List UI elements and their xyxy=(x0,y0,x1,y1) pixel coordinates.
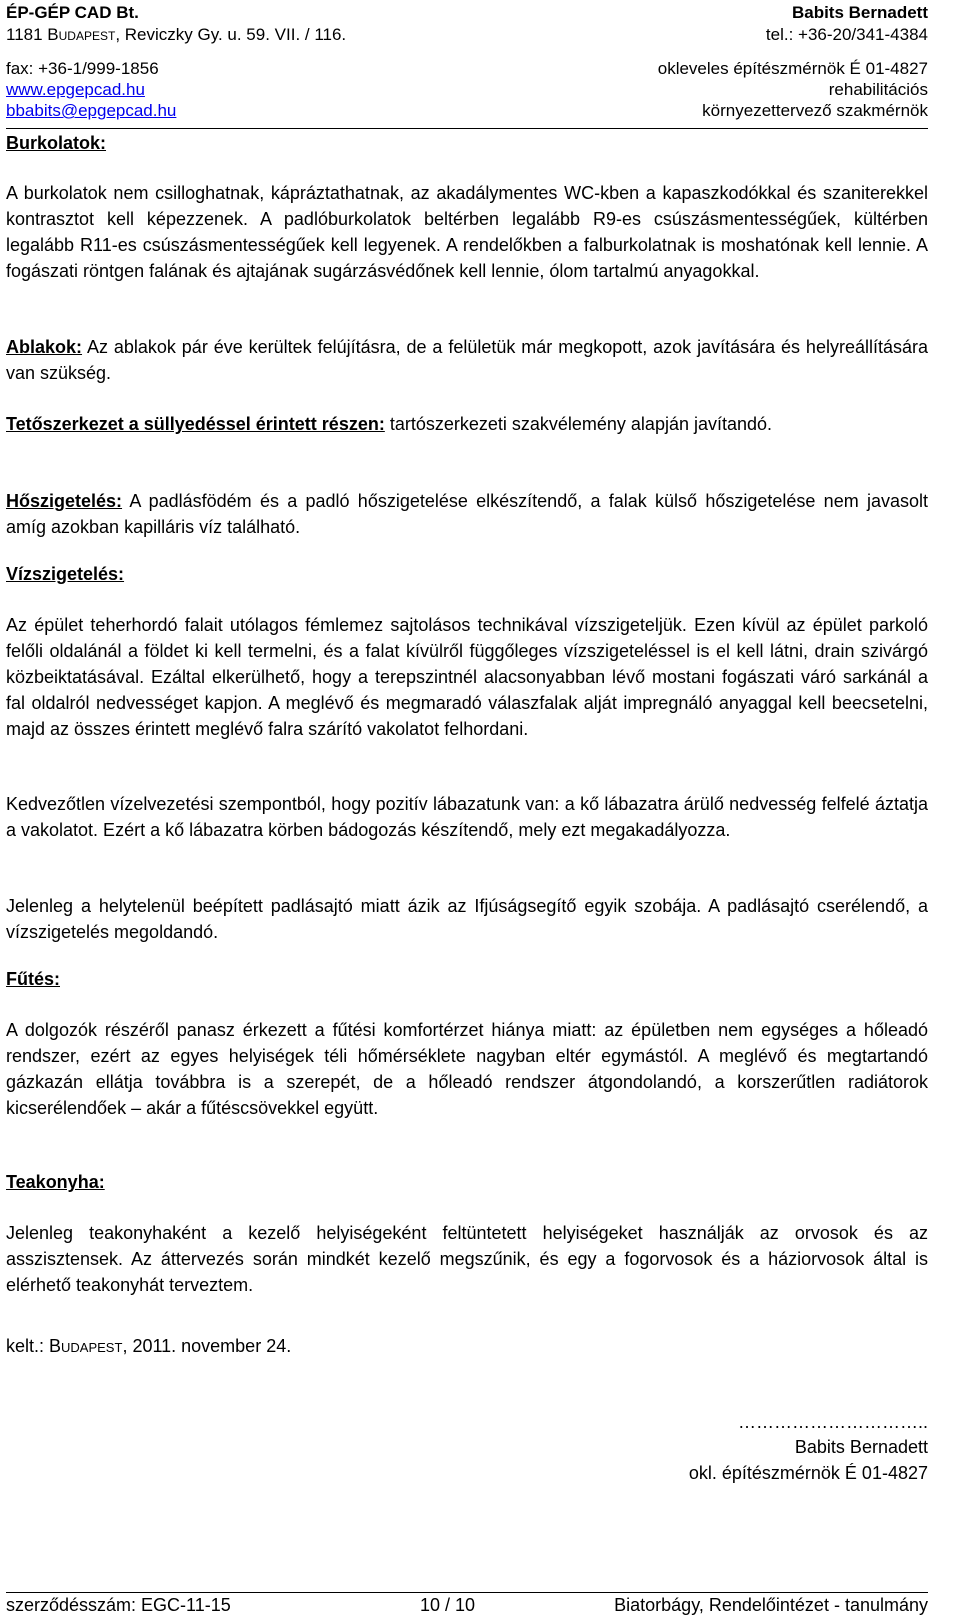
paragraph-burkolatok: A burkolatok nem csilloghatnak, kápráztathatnak, az akadálymentes WC-kben a kapaszkodókkal és szaniterekkel kontrasztot kell képezzenek. A padlóburkolatok beltérben legalább R9-es csúszásmentességűek, kültérben legalább R11-es csúszásmentességűek kell legyenek. A rendelőkben a falburkolatnak is moshatónak kell lennie. A fogászati röntgen falának és ajtajának sugárzásvédőnek kell lennie, ólom tartalmú anyagokkal. xyxy=(6,183,928,281)
paragraph-futes: A dolgozók részéről panasz érkezett a fűtési komfortérzet hiánya miatt: az épületben nem egységes a hőleadó rendszer, ezért az egyes helyiségek téli hőmérséklete nagyban eltér egymástól. A meglévő és megtartandó gázkazán ellátja továbbra is a szerepét, de a hőleadó rendszer átgondolandó, a korszerűtlen radiátorok kicserélendőek – akár a fűtéscsövekkel együtt. xyxy=(6,1020,928,1118)
heading-hoszigeteles: Hőszigetelés: xyxy=(6,491,123,511)
signature-line: ………………………….. xyxy=(737,1412,928,1432)
company-address xyxy=(6,24,346,46)
footer-rule xyxy=(6,1592,928,1593)
kelt-date: , 2011. november 24. xyxy=(122,1336,292,1356)
address-prefix: 1181 xyxy=(6,25,48,44)
company-name: ÉP-GÉP CAD Bt. xyxy=(6,3,139,22)
footer-page-number: 10 / 10 xyxy=(420,1595,476,1615)
paragraph-vizszigeteles-2: Kedvezőtlen vízelvezetési szempontból, hogy pozitív lábazatunk van: a kő lábazatra árülő nedvesség felfelé áztatja a vakolatot. Ezért a kő lábazatra körben bádogozás készítendő, mely ezt megakadályozza. xyxy=(6,794,928,840)
paragraph-teakonyha: Jelenleg teakonyhaként a kezelő helyiségeként feltüntetett helyiségeket használják az orvosok és az asszisztensek. Az áttervezés során mindkét kezelő megszűnik, és egy a fogorvosok és a háziorvosok által is elérhető teakonyhát terveztem. xyxy=(6,1223,928,1295)
kelt-prefix: kelt.: xyxy=(6,1336,50,1356)
place-date xyxy=(6,1333,928,1359)
website-link[interactable]: www.epgepcad.hu xyxy=(6,80,145,99)
kelt-city: Budapest xyxy=(49,1336,123,1356)
signature-title: okl. építészmérnök É 01-4827 xyxy=(688,1463,928,1483)
person-name: Babits Bernadett xyxy=(791,3,928,22)
paragraph-hoszigeteles xyxy=(6,488,928,540)
person-specialty-2: környezettervező szakmérnök xyxy=(702,101,928,120)
address-city: Budapest xyxy=(47,25,116,44)
address-rest: , Reviczky Gy. u. 59. VII. / 116. xyxy=(115,25,347,44)
heading-tetoszerkezet: Tetőszerkezet a süllyedéssel érintett részen: xyxy=(6,414,385,434)
signature-name: Babits Bernadett xyxy=(794,1437,928,1457)
section-title-teakonyha: Teakonyha: xyxy=(6,1172,105,1192)
paragraph-vizszigeteles-3: Jelenleg a helytelenül beépített padlásajtó miatt ázik az Ifjúságsegítő egyik szobája. A padlásajtó cserélendő, a vízszigetelés megoldandó. xyxy=(6,896,928,942)
footer-project-title: Biatorbágy, Rendelőintézet - tanulmány xyxy=(614,1595,928,1615)
paragraph-tetoszerkezet xyxy=(6,411,928,437)
company-fax: fax: +36-1/999-1856 xyxy=(6,59,159,78)
text-hoszigeteles: A padlásfödém és a padló hőszigetelése elkészítendő, a falak külső hőszigetelése nem javasolt amíg azokban kapilláris víz található. xyxy=(6,491,928,537)
text-tetoszerkezet: tartószerkezeti szakvélemény alapján javítandó. xyxy=(384,414,773,434)
person-tel: tel.: +36-20/341-4384 xyxy=(765,25,928,44)
text-ablakok: Az ablakok pár éve kerültek felújításra, de a felületük már megkopott, azok javítására és helyreállítására van szükség. xyxy=(6,337,928,383)
section-title-futes: Fűtés: xyxy=(6,969,60,989)
heading-ablakok: Ablakok: xyxy=(6,337,83,357)
footer-contract-number: szerződésszám: EGC-11-15 xyxy=(6,1595,231,1615)
section-title-vizszigeteles: Vízszigetelés: xyxy=(6,564,125,584)
person-specialty-1: rehabilitációs xyxy=(828,80,928,99)
paragraph-vizszigeteles-1: Az épület teherhordó falait utólagos fémlemez sajtolásos technikával vízszigeteljük. Ezen kívül az épület parkoló felőli oldalánál a földet ki kell termelni, és a falat kívülről függőleges vízszigeteléssel is el kell látni, drain szivárgó közbeiktatásával. Ezáltal elkerülhető, hogy a terepszintnél alacsonyabban lévő mostani fogászati váró sarkánál a fal oldalról nedvességet kapjon. A meglévő és megmaradó válaszfalak alját impregnáló anyaggal kell beecsetelni, majd az összes érintett meglévő falra szárító vakolatot felhordani. xyxy=(6,615,928,739)
section-title-burkolatok: Burkolatok: xyxy=(6,133,107,153)
paragraph-ablakok xyxy=(6,334,928,386)
header-rule xyxy=(6,128,928,129)
email-link[interactable]: bbabits@epgepcad.hu xyxy=(6,101,177,120)
person-qualification: okleveles építészmérnök É 01-4827 xyxy=(657,59,928,78)
